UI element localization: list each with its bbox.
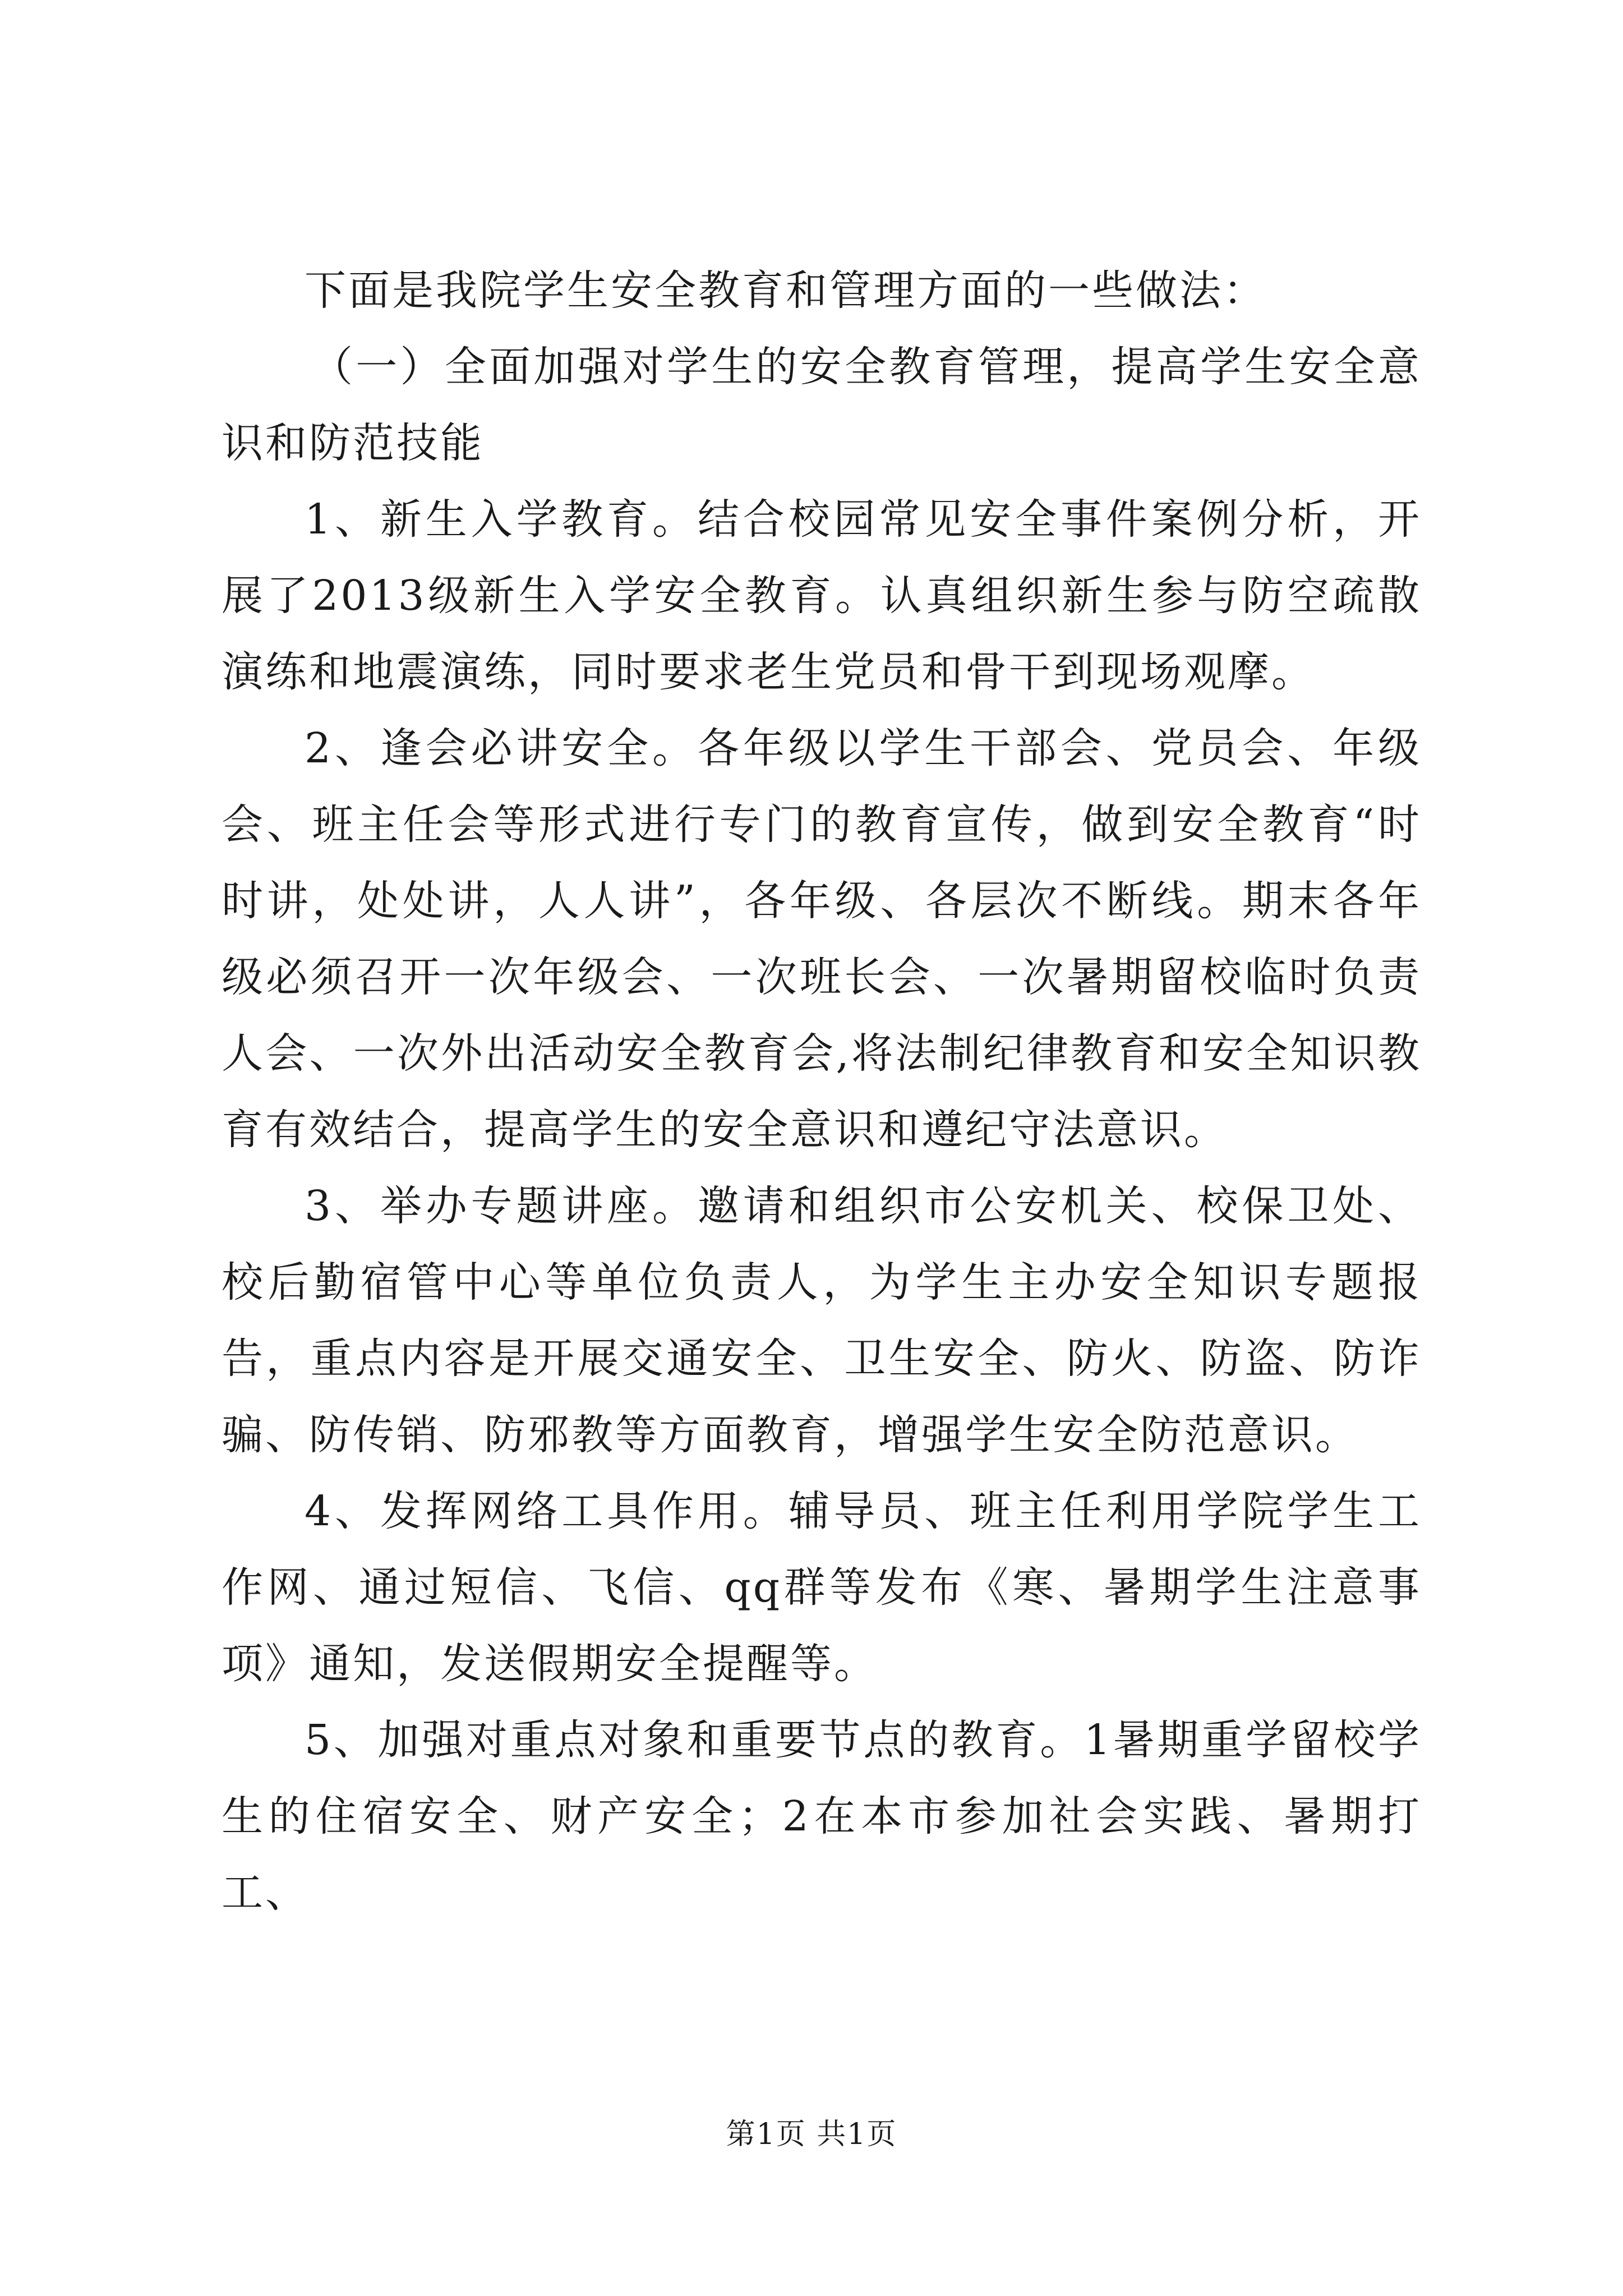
document-body	[222, 252, 1422, 1931]
item-1-paragraph: 1、新生入学教育。结合校园常见安全事件案例分析，开展了2013级新生入学安全教育。认真组织新生参与防空疏散演练和地震演练，同时要求老生党员和骨干到现场观摩。	[222, 495, 1422, 696]
item-2-paragraph: 2、逢会必讲安全。各年级以学生干部会、党员会、年级会、班主任会等形式进行专门的教育宣传，做到安全教育“时时讲，处处讲，人人讲”，各年级、各层次不断线。期末各年级必须召开一次年级会、一次班长会、一次暑期留校临时负责人会、一次外出活动安全教育会,将法制纪律教育和安全知识教育有效结合，提高学生的安全意识和遵纪守法意识。	[222, 724, 1422, 1154]
item-4-paragraph: 4、发挥网络工具作用。辅导员、班主任利用学院学生工作网、通过短信、飞信、qq群等发布《寒、暑期学生注意事项》通知，发送假期安全提醒等。	[222, 1487, 1422, 1688]
item-3-paragraph: 3、举办专题讲座。邀请和组织市公安机关、校保卫处、校后勤宿管中心等单位负责人，为学生主办安全知识专题报告，重点内容是开展交通安全、卫生安全、防火、防盗、防诈骗、防传销、防邪教等方面教育，增强学生安全防范意识。	[222, 1182, 1422, 1459]
page-footer: 第1页 共1页	[726, 2118, 897, 2151]
item-5-paragraph: 5、加强对重点对象和重要节点的教育。1暑期重学留校学生的住宿安全、财产安全；2在本市参加社会实践、暑期打工、	[222, 1716, 1422, 1917]
intro-paragraph: 下面是我院学生安全教育和管理方面的一些做法：	[305, 266, 1267, 315]
section-heading: （一）全面加强对学生的安全教育管理，提高学生安全意识和防范技能	[222, 343, 1422, 467]
